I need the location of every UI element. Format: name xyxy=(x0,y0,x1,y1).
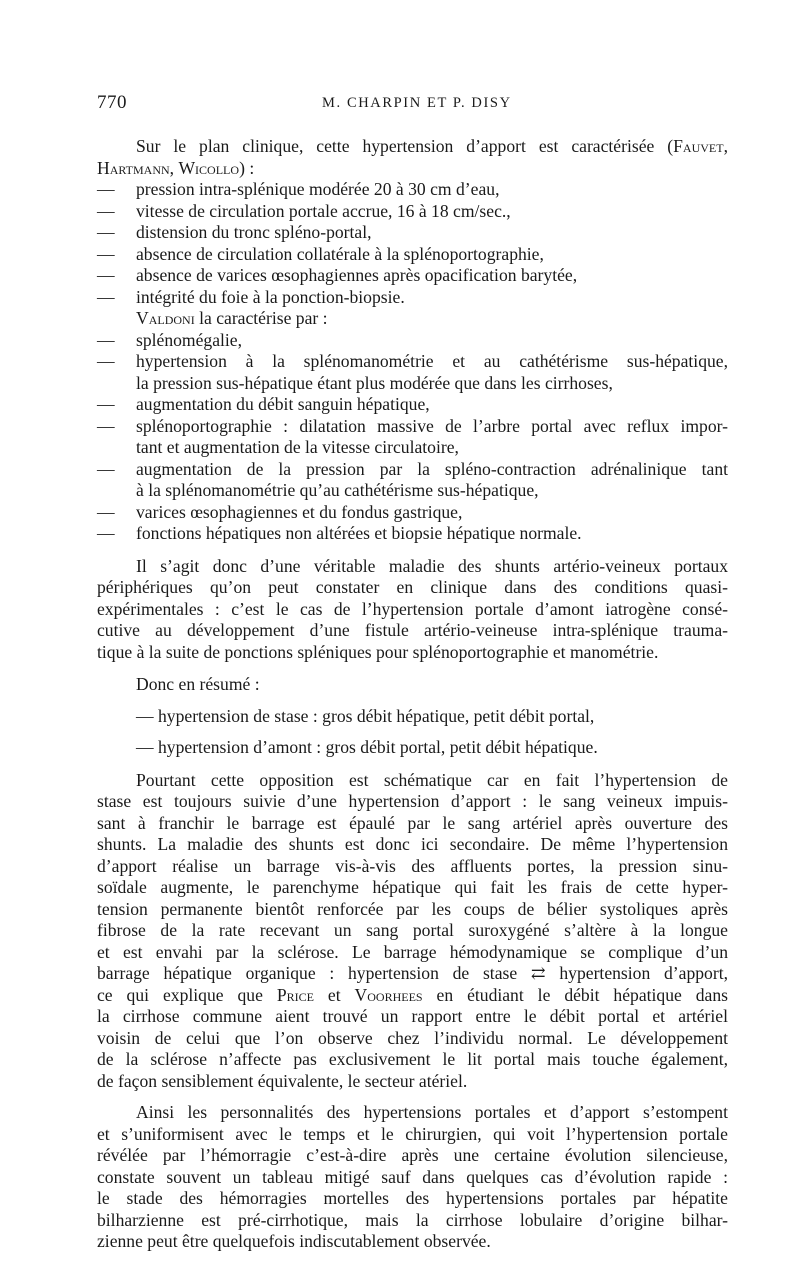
text-line: de façon sensiblement équivalente, le secteur atériel. xyxy=(97,1070,468,1091)
text-line: et s’uniformisent avec le temps et le chirurgien, qui voit l’hypertension portale xyxy=(97,1123,728,1144)
dash-marker: — xyxy=(97,200,115,221)
text-line: le stade des hémorragies mortelles des hypertensions portales par hépatite xyxy=(97,1188,728,1208)
dash-marker: — xyxy=(97,243,115,264)
dash-marker: — xyxy=(97,179,115,199)
list-item xyxy=(97,351,728,373)
list-item-text: absence de circulation collatérale à la splénoportographie, xyxy=(136,243,544,264)
text-line: bilharzienne est pré-cirrhotique, mais la cirrhose lobulaire d’origine bilhar- xyxy=(97,1209,728,1230)
text-line: sant à franchir le barrage est épaulé par le sang artériel après ouverture des xyxy=(97,812,728,833)
text-line: barrage hépatique organique : hypertension de stase ⇄ hypertension d’apport, xyxy=(97,963,728,983)
text-line: Ainsi les personnalités des hypertensions portales et d’apport s’estompent xyxy=(136,1102,728,1122)
list-item-continuation: tant et augmentation de la vitesse circulatoire, xyxy=(136,437,459,457)
text-line: Donc en résumé : xyxy=(136,674,260,694)
list-item xyxy=(97,244,728,266)
list-item xyxy=(97,222,728,244)
text-line: révélée par l’hémorragie c’est-à-dire après une certaine évolution silencieuse, xyxy=(97,1145,728,1165)
text-line: soïdale augmente, le parenchyme hépatique qui fait les frais de cette hyper- xyxy=(97,877,728,897)
list-item-text: augmentation du débit sanguin hépatique, xyxy=(136,394,430,414)
list-item xyxy=(97,523,728,545)
text-line: Hartmann, Wicollo) : xyxy=(97,157,255,178)
list-item xyxy=(97,201,728,223)
text-line: voisin de celui que l’on observe chez l’individu normal. Le développement xyxy=(97,1027,728,1048)
dash-marker: — xyxy=(97,501,115,522)
text-line: tique à la suite de ponctions spléniques pour splénoportographie et manométrie. xyxy=(97,641,659,662)
text-line: de la sclérose n’affecte pas exclusivement le lit portal mais touche également, xyxy=(97,1049,728,1069)
text-line: Il s’agit donc d’une véritable maladie des shunts artério-veineux portaux xyxy=(136,555,728,576)
text-line: expérimentales : c’est le cas de l’hypertension portale d’amont iatrogène consé- xyxy=(97,598,728,619)
text-line: Sur le plan clinique, cette hypertension d’apport est caractérisée (Fauvet, xyxy=(136,136,728,156)
dash-marker: — xyxy=(97,222,115,242)
list-item-text: absence de varices œsophagiennes après opacification barytée, xyxy=(136,265,578,285)
summary-item: — hypertension d’amont : gros débit portal, petit débit hépatique. xyxy=(136,737,598,757)
list-item-text: varices œsophagiennes et du fondus gastrique, xyxy=(136,501,463,522)
dash-marker: — xyxy=(97,265,115,285)
text-line: zienne peut être quelquefois indiscutablement observée. xyxy=(97,1231,491,1251)
list-item xyxy=(97,416,728,438)
list-item-text: vitesse de circulation portale accrue, 16 à 18 cm/sec., xyxy=(136,200,511,221)
text-line: ce qui explique que Price et Voorhees en étudiant le débit hépatique dans xyxy=(97,984,729,1005)
text-line: stase est toujours suivie d’une hypertension d’apport : le sang veineux impuis- xyxy=(97,791,728,811)
summary-item: — hypertension de stase : gros débit hépatique, petit débit portal, xyxy=(136,705,595,726)
text-line: shunts. La maladie des shunts est donc ici secondaire. De même l’hypertension xyxy=(97,834,728,854)
list-item-text: pression intra-splénique modérée 20 à 30 cm d’eau, xyxy=(136,179,500,199)
text-line: tension permanente bientôt renforcée par les coups de bélier systoliques après xyxy=(97,898,728,919)
dash-marker: — xyxy=(97,286,115,307)
list-item-text: distension du tronc spléno-portal, xyxy=(136,222,372,242)
text-line: constate souvent un tableau mitigé sauf dans quelques cas d’évolution rapide : xyxy=(97,1166,728,1187)
list-item xyxy=(97,179,728,201)
page-number: 770 xyxy=(97,92,127,113)
list-item xyxy=(97,265,728,287)
text-line: d’apport réalise un barrage vis-à-vis des affluents portes, la pression sinu- xyxy=(97,855,728,876)
list-item xyxy=(97,394,728,416)
text-line: la cirrhose commune aient trouvé un rapport entre le débit portal et artériel xyxy=(97,1006,728,1026)
list-item xyxy=(97,502,728,524)
dash-marker: — xyxy=(97,523,115,543)
text-line: périphériques qu’on peut constater en clinique dans des conditions quasi- xyxy=(97,577,728,597)
list-item-text: splénomégalie, xyxy=(136,329,243,350)
text-line: cutive au développement d’une fistule artério-veineuse intra-splénique trauma- xyxy=(97,620,728,640)
dash-marker: — xyxy=(97,351,115,371)
body-text xyxy=(97,136,728,1253)
text-line: Valdoni la caractérise par : xyxy=(136,308,328,328)
dash-marker: — xyxy=(97,394,115,414)
list-item-text: fonctions hépatiques non altérées et biopsie hépatique normale. xyxy=(136,523,582,543)
list-item xyxy=(97,287,728,309)
list-item-text: hypertension à la splénomanométrie et au cathétérisme sus-hépatique, xyxy=(136,351,728,371)
list-item-text: augmentation de la pression par la spléno-contraction adrénalinique tant xyxy=(136,458,728,479)
list-item-continuation: à la splénomanométrie qu’au cathétérisme sus-hépatique, xyxy=(136,480,539,500)
list-item-continuation: la pression sus-hépatique étant plus modérée que dans les cirrhoses, xyxy=(136,372,613,393)
list-item-text: splénoportographie : dilatation massive de l’arbre portal avec reflux impor- xyxy=(136,415,728,436)
list-item xyxy=(97,459,728,481)
text-line: et est envahi par la sclérose. Le barrage hémodynamique se complique d’un xyxy=(97,941,728,962)
dash-marker: — xyxy=(97,329,115,350)
dash-marker: — xyxy=(97,458,115,479)
dash-marker: — xyxy=(97,415,115,436)
list-item-text: intégrité du foie à la ponction-biopsie. xyxy=(136,286,405,307)
text-line: Pourtant cette opposition est schématique car en fait l’hypertension de xyxy=(136,769,728,790)
text-line: fibrose de la rate recevant un sang portal suroxygéné s’altère à la longue xyxy=(97,920,728,940)
running-title: M. CHARPIN ET P. DISY xyxy=(322,95,512,111)
list-item xyxy=(97,330,728,352)
